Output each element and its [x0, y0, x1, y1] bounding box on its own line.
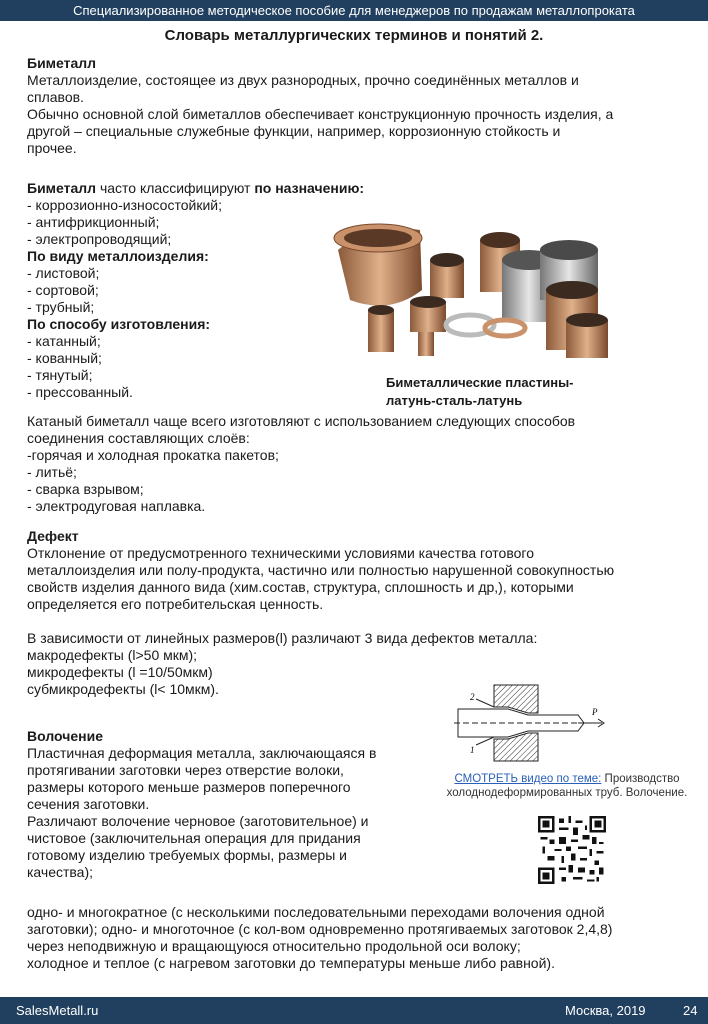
rolled-line: соединения составляющих слоёв:	[27, 430, 250, 446]
by-method-item: - прессованный.	[27, 384, 133, 400]
diagram-label-p: P	[592, 707, 598, 717]
caption-line: Биметаллические пластины-	[386, 375, 574, 390]
drawing-def-line: сечения заготовки.	[27, 796, 150, 812]
drawing-types-text	[27, 904, 612, 972]
video-reference	[436, 772, 698, 800]
diagram-label-1: 1	[470, 745, 475, 755]
bimetal-bushings-photo	[330, 220, 618, 370]
drawing-def-line: качества);	[27, 864, 94, 880]
defect-def-line: свойств изделия данного вида (хим.состав, структура, сплошность и др,), которыми	[27, 579, 574, 595]
rolled-line: - сварка взрывом;	[27, 481, 144, 497]
bimetal-def-line: сплавов.	[27, 89, 84, 105]
defect-size-line: В зависимости от линейных размеров(l) различают 3 вида дефектов металла:	[27, 630, 538, 646]
photo-caption	[386, 374, 574, 410]
caption-line: латунь-сталь-латунь	[386, 393, 523, 408]
defect-section	[27, 528, 614, 613]
video-link[interactable]: СМОТРЕТЬ видео по теме:	[454, 773, 602, 785]
defect-heading: Дефект	[27, 528, 79, 544]
by-type-item: - листовой;	[27, 265, 100, 281]
video-title: Производство холоднодеформированных труб. Волочение.	[446, 773, 688, 799]
bimetal-def-line: Обычно основной слой биметаллов обеспечивает конструкционную прочность изделия, а	[27, 106, 614, 122]
drawing-def-line: готовому изделию требуемых формы, размеры и	[27, 847, 347, 863]
purpose-item: - антифрикционный;	[27, 214, 160, 230]
lead-text: часто классифицируют	[96, 180, 255, 196]
by-method-item: - катанный;	[27, 333, 101, 349]
drawing-die-diagram	[452, 683, 610, 763]
rolled-bimetal-text	[27, 413, 575, 515]
by-method-heading: По способу изготовления:	[27, 316, 211, 332]
drawing-type-line: холодное и теплое (с нагревом заготовки до температуры меньше либо равной).	[27, 955, 555, 971]
lead-purpose: по назначению:	[254, 180, 365, 196]
purpose-item: - коррозионно-износостойкий;	[27, 197, 222, 213]
header-text: Специализированное методическое пособие для менеджеров по продажам металлопроката	[73, 3, 635, 18]
bimetal-section	[27, 55, 613, 157]
bimetal-heading: Биметалл	[27, 55, 97, 71]
bimetal-def-line: другой – специальные служебные функции, например, коррозионную стойкость и	[27, 123, 561, 139]
drawing-type-line: заготовки); одно- и многоточное (с кол-вом одновременно протягиваемых заготовок 2,4,8)	[27, 921, 613, 937]
by-method-item: - тянутый;	[27, 367, 93, 383]
by-method-item: - кованный;	[27, 350, 102, 366]
defect-size-line: макродефекты (l>50 мкм);	[27, 647, 198, 663]
purpose-item: - электропроводящий;	[27, 231, 172, 247]
by-type-item: - трубный;	[27, 299, 95, 315]
drawing-def-line: чистовое (заключительная операция для придания	[27, 830, 361, 846]
bimetal-classification	[27, 180, 364, 401]
rolled-line: - литьё;	[27, 464, 77, 480]
rolled-line: -горячая и холодная прокатка пакетов;	[27, 447, 279, 463]
header-bar	[0, 0, 708, 21]
rolled-line: - электродуговая наплавка.	[27, 498, 206, 514]
drawing-def-line: протягивании заготовки через отверстие волоки,	[27, 762, 344, 778]
defect-size-line: субмикродефекты (l< 10мкм).	[27, 681, 219, 697]
drawing-def-line: Различают волочение черновое (заготовительное) и	[27, 813, 369, 829]
by-type-heading: По виду металлоизделия:	[27, 248, 209, 264]
bimetal-def-line: прочее.	[27, 140, 77, 156]
rolled-line: Катаный биметалл чаще всего изготовляют с использованием следующих способов	[27, 413, 576, 429]
diagram-label-2: 2	[470, 692, 475, 702]
footer-site: SalesMetall.ru	[16, 1003, 99, 1018]
drawing-section	[27, 728, 376, 881]
footer-bar	[0, 997, 708, 1024]
footer-city-year: Москва, 2019	[565, 1003, 646, 1018]
qr-code[interactable]	[538, 816, 606, 884]
defect-def-line: Отклонение от предусмотренного техническими условиями качества готового	[27, 545, 534, 561]
by-type-item: - сортовой;	[27, 282, 99, 298]
defect-def-line: металлоизделия или полу-продукта, частично или полностью нарушенной совокупностью	[27, 562, 615, 578]
drawing-type-line: через неподвижную и вращающуюся относительно продольной оси волоку;	[27, 938, 521, 954]
lead-term: Биметалл	[27, 180, 97, 196]
drawing-def-line: Пластичная деформация металла, заключающаяся в	[27, 745, 377, 761]
drawing-heading: Волочение	[27, 728, 103, 744]
drawing-def-line: размеры которого меньше размеров поперечного	[27, 779, 351, 795]
classification-lead	[27, 180, 364, 197]
defect-size-line: микродефекты (l =10/50мкм)	[27, 664, 213, 680]
page-title: Словарь металлургических терминов и понятий 2.	[164, 27, 544, 44]
defect-def-line: определяется его потребительская ценность.	[27, 596, 324, 612]
page-number: 24	[683, 1003, 698, 1018]
bimetal-def-line: Металлоизделие, состоящее из двух разнородных, прочно соединённых металлов и	[27, 72, 579, 88]
drawing-type-line: одно- и многократное (с несколькими последовательными переходами волочения одной	[27, 904, 605, 920]
